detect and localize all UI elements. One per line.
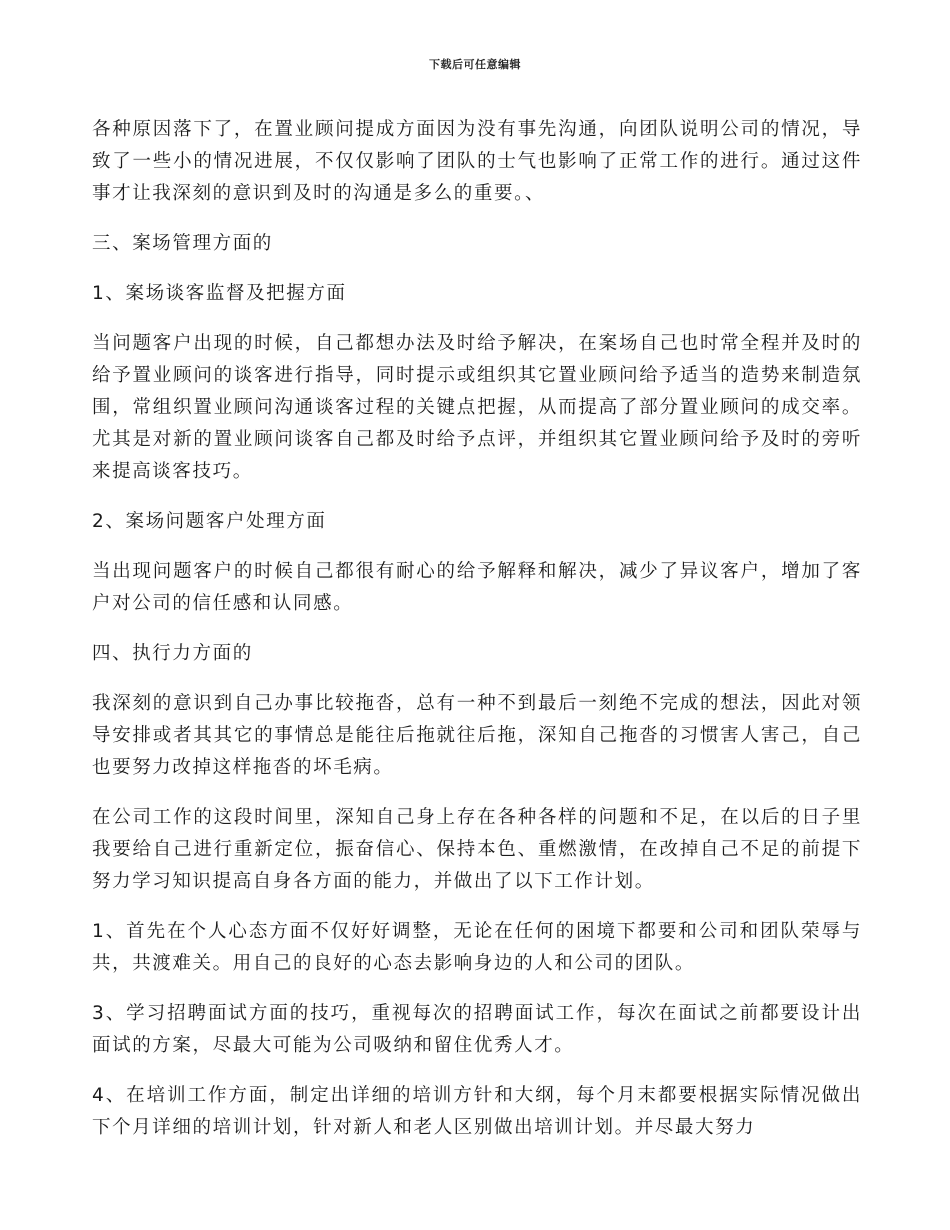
paragraph: 1、首先在个人心态方面不仅好好调整，无论在任何的困境下都要和公司和团队荣辱与共，共渡难关。用自己的良好的心态去影响身边的人和公司的团队。 (92, 921, 862, 974)
paragraph: 当问题客户出现的时候，自己都想办法及时给予解决，在案场自己也时常全程并及时的给予置业顾问的谈客进行指导，同时提示或组织其它置业顾问给予适当的造势来制造氛围，常组织置业顾问沟通谈客过程的关键点把握，从而提高了部分置业顾问的成交率。尤其是对新的置业顾问谈客自己都及时给予点评，并组织其它置业顾问给予及时的旁听来提高谈客技巧。 (92, 333, 862, 482)
subsection-heading: 1、案场谈客监督及把握方面 (92, 283, 347, 304)
paragraph: 各种原因落下了，在置业顾问提成方面因为没有事先沟通，向团队说明公司的情况，导致了一些小的情况进展，不仅仅影响了团队的士气也影响了正常工作的进行。通过这件事才让我深刻的意识到及时的沟通是多么的重要。、 (92, 119, 862, 204)
subsection-heading: 2、案场问题客户处理方面 (92, 511, 327, 532)
paragraph: 我深刻的意识到自己办事比较拖沓，总有一种不到最后一刻绝不完成的想法，因此对领导安排或者其其它的事情总是能往后拖就往后拖，深知自己拖沓的习惯害人害己，自己也要努力改掉这样拖沓的坏毛病。 (92, 693, 862, 778)
paragraph: 当出现问题客户的时候自己都很有耐心的给予解释和解决，减少了异议客户，增加了客户对公司的信任感和认同感。 (92, 561, 862, 614)
section-heading: 四、执行力方面的 (92, 643, 253, 664)
paragraph: 4、在培训工作方面，制定出详细的培训方针和大纲，每个月末都要根据实际情况做出下个月详细的培训计划，针对新人和老人区别做出培训计划。并尽最大努力 (92, 1085, 862, 1138)
paragraph: 在公司工作的这段时间里，深知自己身上存在各种各样的问题和不足，在以后的日子里我要给自己进行重新定位，振奋信心、保持本色、重燃激情，在改掉自己不足的前提下努力学习知识提高自身各方面的能力，并做出了以下工作计划。 (92, 807, 862, 892)
section-heading: 三、案场管理方面的 (92, 233, 273, 254)
document-body (92, 114, 862, 1162)
paragraph: 3、学习招聘面试方面的技巧，重视每次的招聘面试工作，每次在面试之前都要设计出面试的方案，尽最大可能为公司吸纳和留住优秀人才。 (92, 1003, 862, 1056)
page-header: 下载后可任意编辑 (429, 58, 521, 71)
